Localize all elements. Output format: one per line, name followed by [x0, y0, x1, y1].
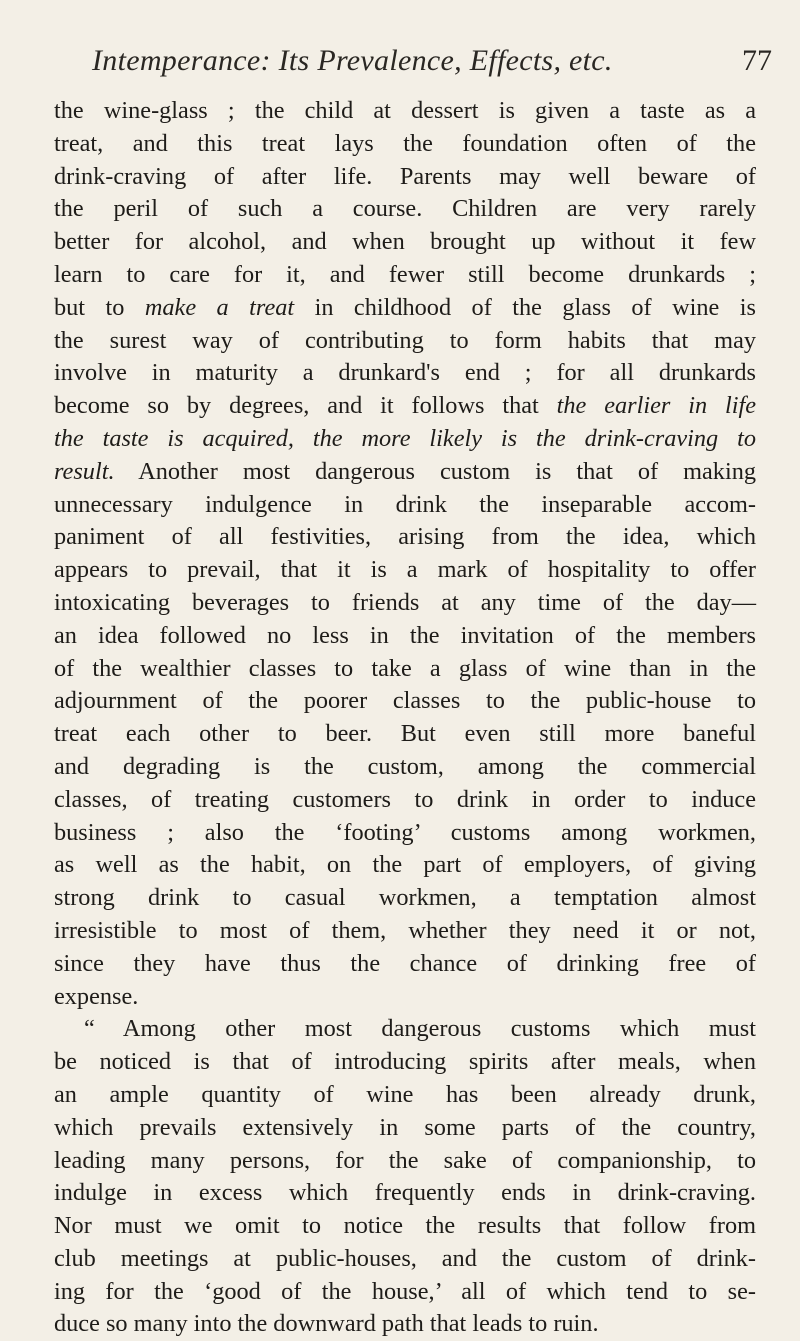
text-run: strong drink to casual workmen, a temptation almost [54, 884, 756, 912]
text-line [54, 259, 756, 292]
text-run: since they have thus the chance of drinking free of [54, 949, 756, 977]
text-run: the surest way of contributing to form habits that may [54, 326, 756, 354]
text-line [54, 325, 756, 358]
paragraph [54, 1013, 756, 1341]
text-line [54, 1276, 756, 1309]
text-run: “ Among other most dangerous customs which must [84, 1015, 756, 1043]
text-run: the wine-glass ; the child at dessert is given a taste as a [54, 97, 756, 124]
text-line [54, 423, 756, 456]
text-line [54, 521, 756, 554]
text-line [54, 849, 756, 882]
text-line [54, 1243, 756, 1276]
text-line [54, 357, 756, 390]
text-run: treat each other to beer. But even still more baneful [54, 720, 756, 748]
text-line [54, 456, 756, 489]
text-line [54, 653, 756, 686]
text-line [54, 587, 756, 620]
text-run: an ample quantity of wine has been already drunk, [54, 1080, 756, 1108]
text-run: be noticed is that of introducing spirits after meals, when [54, 1048, 756, 1076]
text-run: ing for the ‘good of the house,’ all of which tend to se- [54, 1277, 756, 1305]
text-line [54, 128, 756, 161]
italic-run: the taste is acquired, the more likely is the drink-craving to [54, 424, 756, 452]
text-line [54, 1079, 756, 1112]
text-run: appears to prevail, that it is a mark of hospitality to offer [54, 556, 756, 584]
text-line [54, 1308, 756, 1341]
italic-run: the earlier in life [556, 392, 757, 420]
text-run: duce so many into the downward path that leads to ruin. [54, 1310, 599, 1338]
text-run: learn to care for it, and fewer still become drunkards ; [54, 260, 756, 288]
italic-run: result. [54, 457, 115, 485]
text-line [54, 981, 756, 1014]
text-line [54, 882, 756, 915]
text-run: adjournment of the poorer classes to the public-house to [54, 687, 756, 715]
text-line [54, 915, 756, 948]
text-line [54, 226, 756, 259]
text-run: irresistible to most of them, whether they need it or not, [54, 916, 756, 944]
text-run: club meetings at public-houses, and the custom of drink- [54, 1244, 756, 1272]
text-run: Another most dangerous custom is that of making [114, 457, 756, 485]
text-line [54, 1046, 756, 1079]
text-line [54, 1145, 756, 1178]
text-run: an idea followed no less in the invitation of the members [54, 621, 756, 649]
text-line [54, 948, 756, 981]
text-run: of the wealthier classes to take a glass of wine than in the [54, 654, 756, 682]
text-run: involve in maturity a drunkard's end ; for all drunkards [54, 359, 756, 387]
text-run: paniment of all festivities, arising from the idea, which [54, 523, 756, 551]
text-line [54, 1177, 756, 1210]
italic-run: make a treat [144, 293, 295, 321]
text-run: expense. [54, 982, 139, 1010]
text-line [54, 554, 756, 587]
text-line [54, 784, 756, 817]
paragraph [54, 95, 756, 1013]
text-line [54, 161, 756, 194]
text-line [54, 685, 756, 718]
text-run: the peril of such a course. Children are very rarely [54, 195, 756, 223]
text-line [54, 751, 756, 784]
text-run: treat, and this treat lays the foundation often of the [54, 129, 756, 157]
text-line [54, 193, 756, 226]
text-line [54, 1013, 756, 1046]
text-line [54, 1210, 756, 1243]
text-run: as well as the habit, on the part of employers, of giving [54, 851, 756, 879]
text-line [54, 489, 756, 522]
text-run: which prevails extensively in some parts of the country, [54, 1113, 756, 1141]
body-text [54, 95, 756, 1341]
running-header [92, 44, 772, 84]
text-line [54, 718, 756, 751]
text-run: classes, of treating customers to drink in order to induce [54, 785, 756, 813]
text-run: Nor must we omit to notice the results that follow from [54, 1212, 756, 1240]
running-title: Intemperance: Its Prevalence, Effects, etc. [92, 44, 613, 77]
text-run: indulge in excess which frequently ends in drink-craving. [54, 1179, 756, 1207]
text-line [54, 817, 756, 850]
text-run: unnecessary indulgence in drink the inseparable accom- [54, 490, 756, 518]
text-run: better for alcohol, and when brought up without it few [54, 228, 756, 256]
text-line [54, 1112, 756, 1145]
text-line [54, 292, 756, 325]
text-line [54, 95, 756, 128]
text-run: and degrading is the custom, among the commercial [54, 752, 756, 780]
text-run: drink-craving of after life. Parents may well beware of [54, 162, 756, 190]
text-line [54, 620, 756, 653]
text-run: business ; also the ‘footing’ customs among workmen, [54, 818, 756, 846]
text-run: leading many persons, for the sake of companionship, to [54, 1146, 756, 1174]
text-line [54, 390, 756, 423]
text-run: in childhood of the glass of wine is [294, 293, 756, 321]
text-run: become so by degrees, and it follows that [54, 392, 557, 420]
page-number: 77 [742, 44, 772, 77]
text-run: intoxicating beverages to friends at any time of the day— [54, 588, 756, 616]
text-run: but to [54, 293, 145, 321]
